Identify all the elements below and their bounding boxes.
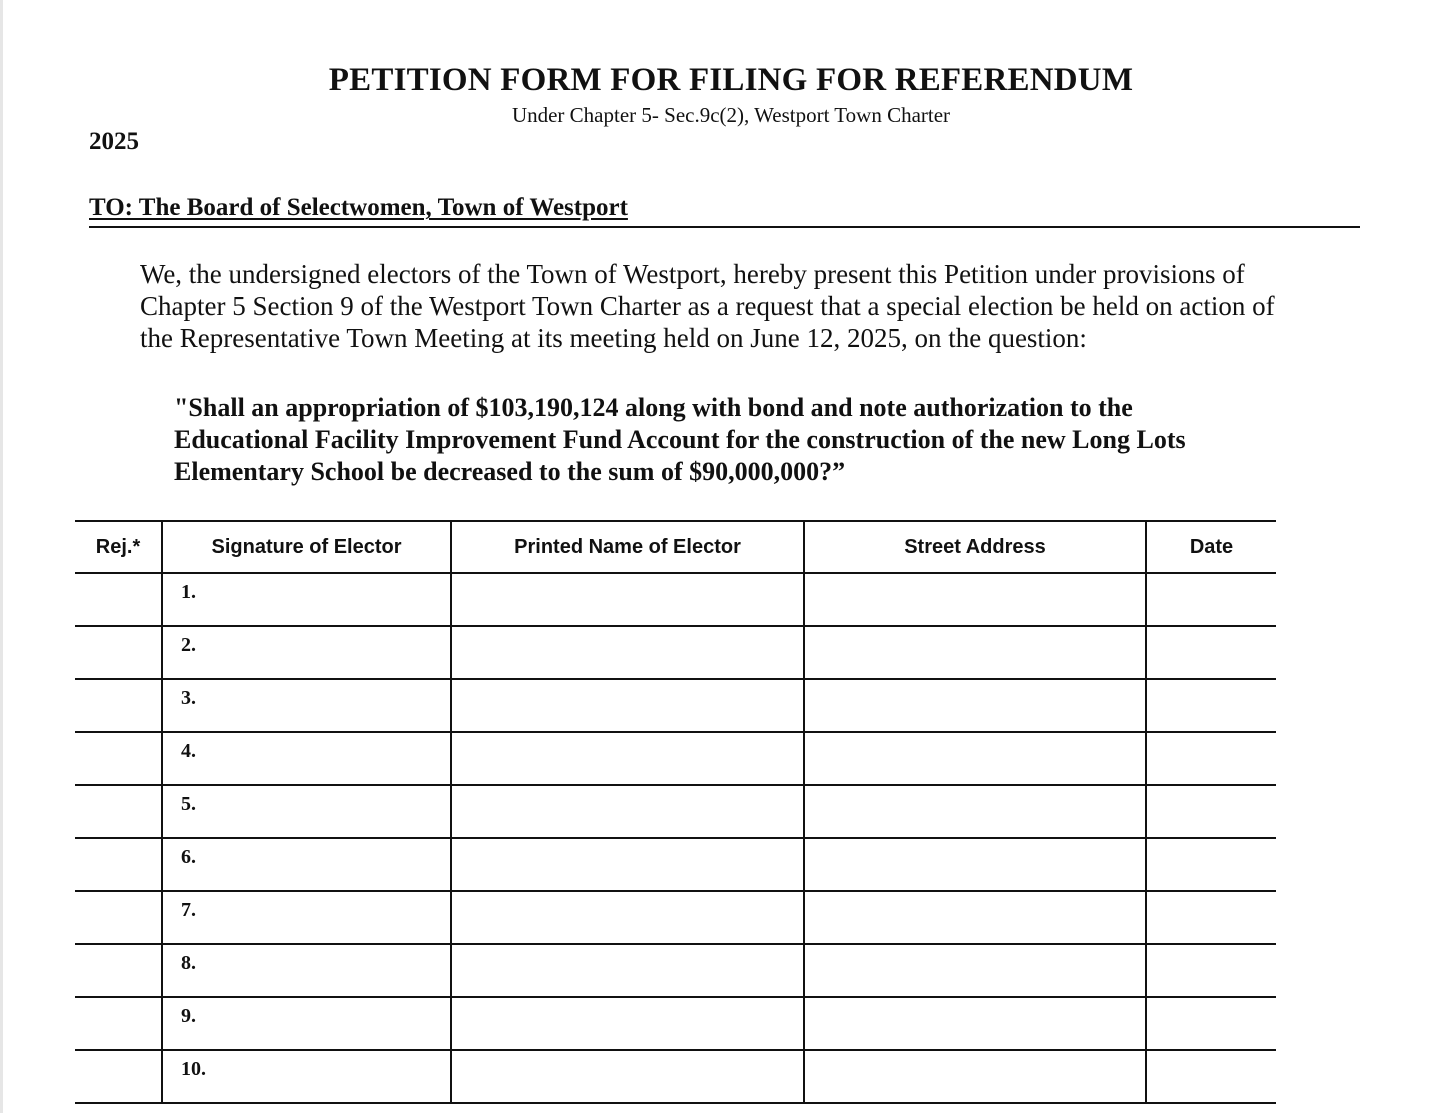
printed-name-cell[interactable] bbox=[451, 679, 804, 732]
date-cell[interactable] bbox=[1146, 679, 1276, 732]
street-address-cell[interactable] bbox=[804, 573, 1146, 626]
table-row bbox=[75, 838, 1276, 891]
printed-name-cell[interactable] bbox=[451, 838, 804, 891]
street-address-cell[interactable] bbox=[804, 838, 1146, 891]
table-row bbox=[75, 573, 1276, 626]
column-header-printed-name: Printed Name of Elector bbox=[451, 521, 804, 573]
signature-cell[interactable] bbox=[162, 944, 451, 997]
row-number: 8. bbox=[181, 952, 196, 974]
rejected-cell[interactable] bbox=[75, 679, 162, 732]
table-header-row bbox=[75, 521, 1276, 573]
signature-rows bbox=[75, 573, 1276, 1103]
column-header-rejected: Rej.* bbox=[75, 521, 162, 573]
date-cell[interactable] bbox=[1146, 838, 1276, 891]
signature-cell[interactable] bbox=[162, 1050, 451, 1103]
rejected-cell[interactable] bbox=[75, 997, 162, 1050]
referendum-question: "Shall an appropriation of $103,190,124 along with bond and note authorization to the Educational Facility Improvement Fund Account for the construction of the new Long Lots Elementary School be decreased to the sum of $90,000,000?” bbox=[174, 393, 1186, 486]
table-row bbox=[75, 944, 1276, 997]
column-header-date: Date bbox=[1146, 521, 1276, 573]
printed-name-cell[interactable] bbox=[451, 944, 804, 997]
rejected-cell[interactable] bbox=[75, 944, 162, 997]
date-cell[interactable] bbox=[1146, 1050, 1276, 1103]
date-cell[interactable] bbox=[1146, 626, 1276, 679]
date-cell[interactable] bbox=[1146, 997, 1276, 1050]
street-address-cell[interactable] bbox=[804, 732, 1146, 785]
street-address-cell[interactable] bbox=[804, 679, 1146, 732]
rejected-cell[interactable] bbox=[75, 785, 162, 838]
street-address-cell[interactable] bbox=[804, 1050, 1146, 1103]
signature-cell[interactable] bbox=[162, 997, 451, 1050]
row-number: 6. bbox=[181, 846, 196, 868]
table-row bbox=[75, 626, 1276, 679]
rejected-cell[interactable] bbox=[75, 891, 162, 944]
signature-cell[interactable] bbox=[162, 732, 451, 785]
row-number: 4. bbox=[181, 740, 196, 762]
table-row bbox=[75, 1050, 1276, 1103]
row-number: 1. bbox=[181, 581, 196, 603]
signature-cell[interactable] bbox=[162, 679, 451, 732]
row-number: 10. bbox=[181, 1058, 206, 1080]
signature-table bbox=[75, 520, 1276, 1104]
table-row bbox=[75, 679, 1276, 732]
addressee-rule bbox=[89, 226, 1360, 228]
table-row bbox=[75, 997, 1276, 1050]
signature-cell[interactable] bbox=[162, 838, 451, 891]
table-row bbox=[75, 785, 1276, 838]
addressee-line: TO: The Board of Selectwomen, Town of Westport bbox=[89, 194, 628, 221]
rejected-cell[interactable] bbox=[75, 732, 162, 785]
signature-cell[interactable] bbox=[162, 626, 451, 679]
table-row bbox=[75, 732, 1276, 785]
printed-name-cell[interactable] bbox=[451, 732, 804, 785]
page-subtitle: Under Chapter 5- Sec.9c(2), Westport Town Charter bbox=[511, 103, 951, 127]
signature-cell[interactable] bbox=[162, 785, 451, 838]
row-number: 9. bbox=[181, 1005, 196, 1027]
street-address-cell[interactable] bbox=[804, 944, 1146, 997]
street-address-cell[interactable] bbox=[804, 997, 1146, 1050]
rejected-cell[interactable] bbox=[75, 1050, 162, 1103]
date-cell[interactable] bbox=[1146, 573, 1276, 626]
date-cell[interactable] bbox=[1146, 944, 1276, 997]
printed-name-cell[interactable] bbox=[451, 1050, 804, 1103]
column-header-street-address: Street Address bbox=[804, 521, 1146, 573]
row-number: 3. bbox=[181, 687, 196, 709]
date-cell[interactable] bbox=[1146, 732, 1276, 785]
printed-name-cell[interactable] bbox=[451, 785, 804, 838]
printed-name-cell[interactable] bbox=[451, 573, 804, 626]
printed-name-cell[interactable] bbox=[451, 626, 804, 679]
signature-cell[interactable] bbox=[162, 891, 451, 944]
petition-year: 2025 bbox=[89, 128, 139, 155]
petition-intro: We, the undersigned electors of the Town of Westport, hereby present this Petition under provisions of Chapter 5 Section 9 of the Westport Town Charter as a request that a special election be held on action of the Representative Town Meeting at its meeting held on June 12, 2025, on the question: bbox=[140, 259, 1275, 353]
street-address-cell[interactable] bbox=[804, 891, 1146, 944]
table-row bbox=[75, 891, 1276, 944]
street-address-cell[interactable] bbox=[804, 626, 1146, 679]
rejected-cell[interactable] bbox=[75, 573, 162, 626]
column-header-signature: Signature of Elector bbox=[162, 521, 451, 573]
row-number: 7. bbox=[181, 899, 196, 921]
printed-name-cell[interactable] bbox=[451, 891, 804, 944]
rejected-cell[interactable] bbox=[75, 626, 162, 679]
date-cell[interactable] bbox=[1146, 785, 1276, 838]
signature-cell[interactable] bbox=[162, 573, 451, 626]
printed-name-cell[interactable] bbox=[451, 997, 804, 1050]
row-number: 2. bbox=[181, 634, 196, 656]
street-address-cell[interactable] bbox=[804, 785, 1146, 838]
rejected-cell[interactable] bbox=[75, 838, 162, 891]
row-number: 5. bbox=[181, 793, 196, 815]
page-edge bbox=[0, 0, 3, 1113]
date-cell[interactable] bbox=[1146, 891, 1276, 944]
page-title: PETITION FORM FOR FILING FOR REFERENDUM bbox=[328, 62, 1134, 98]
